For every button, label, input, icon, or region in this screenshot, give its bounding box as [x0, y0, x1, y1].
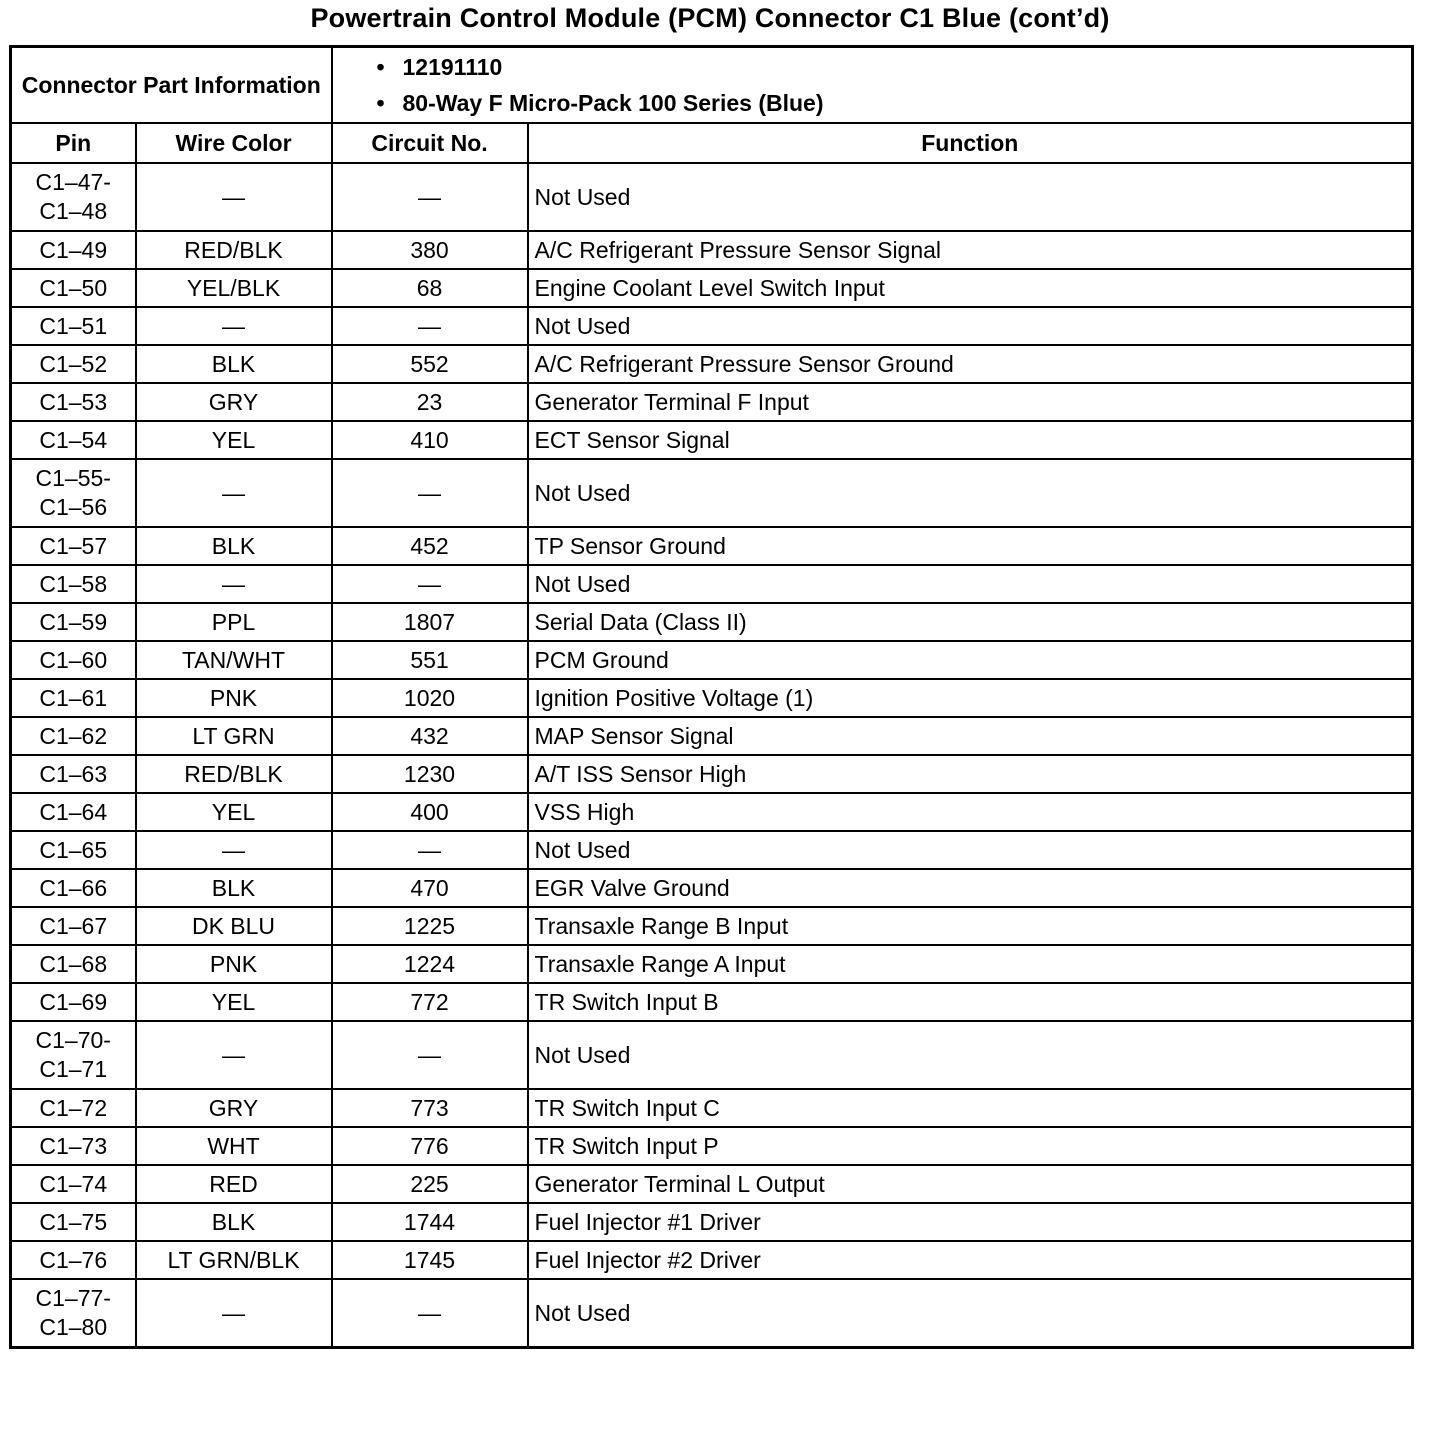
- pin-label: C1–67: [39, 912, 108, 939]
- circuit-number-cell: 1807: [332, 603, 528, 641]
- circuit-number-cell: 772: [332, 983, 528, 1021]
- pin-cell: [11, 907, 136, 945]
- connector-info-label: Connector Part Information: [11, 47, 332, 124]
- pin-label: C1–50: [39, 274, 108, 301]
- table-row: [11, 907, 1413, 945]
- pin-cell: [11, 565, 136, 603]
- table-row: [11, 1165, 1413, 1203]
- pin-label: C1–61: [39, 684, 108, 711]
- circuit-number-cell: 1020: [332, 679, 528, 717]
- circuit-number-cell: —: [332, 307, 528, 345]
- pin-label: C1–66: [39, 874, 108, 901]
- table-row: [11, 603, 1413, 641]
- pin-label: C1–49: [39, 236, 108, 263]
- circuit-number-cell: 1230: [332, 755, 528, 793]
- function-cell: Fuel Injector #2 Driver: [528, 1241, 1413, 1279]
- function-cell: Fuel Injector #1 Driver: [528, 1203, 1413, 1241]
- wire-color-cell: —: [136, 1279, 332, 1348]
- wire-color-cell: YEL: [136, 983, 332, 1021]
- pin-cell: [11, 1021, 136, 1089]
- table-row: [11, 421, 1413, 459]
- pin-cell: [11, 603, 136, 641]
- pin-cell: [11, 269, 136, 307]
- pin-label: C1–57: [39, 532, 108, 559]
- pin-cell: [11, 869, 136, 907]
- circuit-number-cell: 552: [332, 345, 528, 383]
- pin-cell: [11, 831, 136, 869]
- pin-cell: [11, 1165, 136, 1203]
- table-row: [11, 565, 1413, 603]
- circuit-number-cell: 773: [332, 1089, 528, 1127]
- function-cell: Generator Terminal L Output: [528, 1165, 1413, 1203]
- pin-label-end: C1–48: [39, 198, 108, 224]
- column-header-wire-color: Wire Color: [136, 123, 332, 163]
- bullet-icon: •: [376, 89, 385, 116]
- function-cell: TR Switch Input C: [528, 1089, 1413, 1127]
- table-row: [11, 1127, 1413, 1165]
- function-cell: TR Switch Input P: [528, 1127, 1413, 1165]
- wire-color-cell: —: [136, 459, 332, 527]
- wire-color-cell: —: [136, 163, 332, 231]
- pin-label: C1–65: [39, 836, 108, 863]
- pin-label: C1–51: [39, 312, 108, 339]
- wire-color-cell: —: [136, 565, 332, 603]
- pin-label-end: C1–80: [39, 1314, 108, 1340]
- circuit-number-cell: 1225: [332, 907, 528, 945]
- wire-color-cell: RED/BLK: [136, 231, 332, 269]
- pin-cell: [11, 307, 136, 345]
- pin-label: C1–58: [39, 570, 108, 597]
- pin-label: C1–64: [39, 798, 108, 825]
- circuit-number-cell: 400: [332, 793, 528, 831]
- pin-cell: [11, 679, 136, 717]
- function-cell: Generator Terminal F Input: [528, 383, 1413, 421]
- pin-cell: [11, 755, 136, 793]
- wire-color-cell: PNK: [136, 679, 332, 717]
- connector-info-item: [377, 85, 1412, 121]
- function-cell: Transaxle Range A Input: [528, 945, 1413, 983]
- table-row: [11, 1089, 1413, 1127]
- wire-color-cell: LT GRN: [136, 717, 332, 755]
- pin-label: C1–47-: [35, 169, 111, 195]
- pin-label: C1–55-: [35, 465, 111, 491]
- wire-color-cell: RED/BLK: [136, 755, 332, 793]
- table-row: [11, 793, 1413, 831]
- table-row: [11, 345, 1413, 383]
- function-cell: MAP Sensor Signal: [528, 717, 1413, 755]
- circuit-number-cell: —: [332, 163, 528, 231]
- table-row: [11, 831, 1413, 869]
- table-row: [11, 755, 1413, 793]
- function-cell: TR Switch Input B: [528, 983, 1413, 1021]
- pin-label: C1–52: [39, 350, 108, 377]
- table-row: [11, 163, 1413, 231]
- circuit-number-cell: 225: [332, 1165, 528, 1203]
- pin-label: C1–53: [39, 388, 108, 415]
- table-row: [11, 459, 1413, 527]
- pin-cell: [11, 459, 136, 527]
- function-cell: Not Used: [528, 1021, 1413, 1089]
- table-row: [11, 641, 1413, 679]
- wire-color-cell: WHT: [136, 1127, 332, 1165]
- function-cell: A/C Refrigerant Pressure Sensor Signal: [528, 231, 1413, 269]
- pin-label: C1–73: [39, 1132, 108, 1159]
- wire-color-cell: —: [136, 831, 332, 869]
- function-cell: Not Used: [528, 459, 1413, 527]
- pin-cell: [11, 421, 136, 459]
- function-cell: PCM Ground: [528, 641, 1413, 679]
- function-cell: A/C Refrigerant Pressure Sensor Ground: [528, 345, 1413, 383]
- pin-cell: [11, 641, 136, 679]
- function-cell: ECT Sensor Signal: [528, 421, 1413, 459]
- wire-color-cell: YEL: [136, 421, 332, 459]
- wire-color-cell: YEL: [136, 793, 332, 831]
- column-header-row: [11, 123, 1413, 163]
- wire-color-cell: RED: [136, 1165, 332, 1203]
- pin-cell: [11, 345, 136, 383]
- table-row: [11, 1241, 1413, 1279]
- circuit-number-cell: 776: [332, 1127, 528, 1165]
- pin-label: C1–62: [39, 722, 108, 749]
- bullet-icon: •: [376, 53, 385, 80]
- table-row: [11, 527, 1413, 565]
- pin-cell: [11, 983, 136, 1021]
- pin-label: C1–60: [39, 646, 108, 673]
- wire-color-cell: BLK: [136, 345, 332, 383]
- wire-color-cell: LT GRN/BLK: [136, 1241, 332, 1279]
- column-header-function: Function: [528, 123, 1413, 163]
- wire-color-cell: GRY: [136, 1089, 332, 1127]
- circuit-number-cell: —: [332, 459, 528, 527]
- wire-color-cell: DK BLU: [136, 907, 332, 945]
- pin-label: C1–76: [39, 1246, 108, 1273]
- function-cell: TP Sensor Ground: [528, 527, 1413, 565]
- table-row: [11, 1021, 1413, 1089]
- pin-cell: [11, 231, 136, 269]
- pin-label: C1–77-: [35, 1285, 111, 1311]
- column-header-circuit-no: Circuit No.: [332, 123, 528, 163]
- circuit-number-cell: 410: [332, 421, 528, 459]
- table-row: [11, 983, 1413, 1021]
- circuit-number-cell: 1744: [332, 1203, 528, 1241]
- circuit-number-cell: 1745: [332, 1241, 528, 1279]
- function-cell: Transaxle Range B Input: [528, 907, 1413, 945]
- pin-label: C1–72: [39, 1094, 108, 1121]
- pin-cell: [11, 945, 136, 983]
- pin-label: C1–75: [39, 1208, 108, 1235]
- pin-cell: [11, 383, 136, 421]
- function-cell: Not Used: [528, 565, 1413, 603]
- table-row: [11, 945, 1413, 983]
- pin-cell: [11, 1279, 136, 1348]
- pin-label-end: C1–71: [39, 1056, 108, 1082]
- function-cell: Not Used: [528, 831, 1413, 869]
- function-cell: Not Used: [528, 1279, 1413, 1348]
- circuit-number-cell: 551: [332, 641, 528, 679]
- table-row: [11, 1203, 1413, 1241]
- pin-cell: [11, 1127, 136, 1165]
- table-row: [11, 1279, 1413, 1348]
- function-cell: A/T ISS Sensor High: [528, 755, 1413, 793]
- pin-label: C1–70-: [35, 1027, 111, 1053]
- pin-label: C1–68: [39, 950, 108, 977]
- pin-label-end: C1–56: [39, 494, 108, 520]
- pin-cell: [11, 527, 136, 565]
- part-number: 12191110: [402, 53, 503, 80]
- table-row: [11, 869, 1413, 907]
- pin-label: C1–59: [39, 608, 108, 635]
- pin-label: C1–63: [39, 760, 108, 787]
- circuit-number-cell: —: [332, 1021, 528, 1089]
- circuit-number-cell: 432: [332, 717, 528, 755]
- function-cell: Engine Coolant Level Switch Input: [528, 269, 1413, 307]
- table-row: [11, 717, 1413, 755]
- connector-description: 80-Way F Micro-Pack 100 Series (Blue): [402, 89, 824, 116]
- page-title: Powertrain Control Module (PCM) Connector C1 Blue (cont’d): [310, 3, 1110, 33]
- wire-color-cell: BLK: [136, 527, 332, 565]
- table-row: [11, 269, 1413, 307]
- connector-info-item: [377, 49, 1412, 85]
- function-cell: VSS High: [528, 793, 1413, 831]
- circuit-number-cell: 470: [332, 869, 528, 907]
- pin-label: C1–74: [39, 1170, 108, 1197]
- function-cell: Ignition Positive Voltage (1): [528, 679, 1413, 717]
- pin-cell: [11, 1089, 136, 1127]
- circuit-number-cell: —: [332, 1279, 528, 1348]
- function-cell: Not Used: [528, 307, 1413, 345]
- table-row: [11, 231, 1413, 269]
- pin-label: C1–54: [39, 426, 108, 453]
- pin-cell: [11, 1203, 136, 1241]
- circuit-number-cell: 1224: [332, 945, 528, 983]
- function-cell: Serial Data (Class II): [528, 603, 1413, 641]
- table-row: [11, 383, 1413, 421]
- connector-info-row: [11, 47, 1413, 124]
- wire-color-cell: —: [136, 1021, 332, 1089]
- wire-color-cell: YEL/BLK: [136, 269, 332, 307]
- circuit-number-cell: —: [332, 831, 528, 869]
- function-cell: Not Used: [528, 163, 1413, 231]
- wire-color-cell: BLK: [136, 869, 332, 907]
- table-row: [11, 307, 1413, 345]
- circuit-number-cell: 452: [332, 527, 528, 565]
- pin-cell: [11, 793, 136, 831]
- connector-pinout-table: [9, 45, 1414, 1349]
- circuit-number-cell: —: [332, 565, 528, 603]
- wire-color-cell: TAN/WHT: [136, 641, 332, 679]
- pin-cell: [11, 1241, 136, 1279]
- connector-info-items: [332, 47, 1413, 124]
- pin-label: C1–69: [39, 988, 108, 1015]
- circuit-number-cell: 380: [332, 231, 528, 269]
- pin-cell: [11, 717, 136, 755]
- wire-color-cell: PPL: [136, 603, 332, 641]
- table-row: [11, 679, 1413, 717]
- wire-color-cell: BLK: [136, 1203, 332, 1241]
- circuit-number-cell: 68: [332, 269, 528, 307]
- circuit-number-cell: 23: [332, 383, 528, 421]
- wire-color-cell: PNK: [136, 945, 332, 983]
- function-cell: EGR Valve Ground: [528, 869, 1413, 907]
- pin-cell: [11, 163, 136, 231]
- column-header-pin: Pin: [11, 123, 136, 163]
- wire-color-cell: —: [136, 307, 332, 345]
- wire-color-cell: GRY: [136, 383, 332, 421]
